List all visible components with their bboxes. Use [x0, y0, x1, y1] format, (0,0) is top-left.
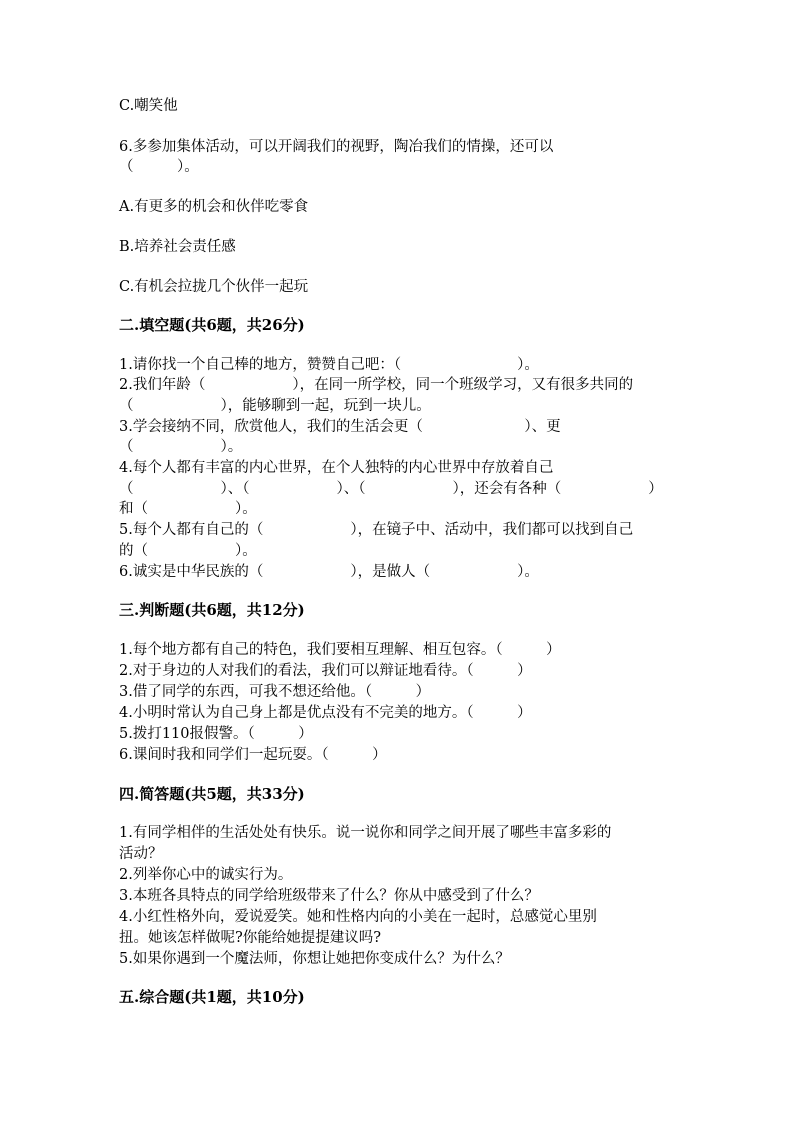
section-heading-judgement: 三.判断题(共6题，共12分): [119, 601, 305, 619]
fill-line: 2.我们年龄（ ），在同一所学校，同一个班级学习，又有很多共同的: [119, 377, 634, 393]
judge-line: 2.对于身边的人对我们的看法，我们可以辩证地看待。（ ）: [119, 663, 532, 679]
fill-line: （ ）、（ ）、（ ），还会有各种（ ）: [119, 481, 663, 497]
answer-line: 4.小红性格外向，爱说爱笑。她和性格内向的小美在一起时，总感觉心里别: [119, 909, 597, 925]
answer-line: 2.列举你心中的诚实行为。: [119, 867, 293, 883]
section-heading-fill-blank: 二.填空题(共6题，共26分): [119, 316, 305, 334]
answer-line: 活动？: [119, 846, 163, 862]
fill-line: （ ）。: [119, 439, 243, 455]
judge-line: 5.拨打110报假警。（ ）: [119, 726, 313, 742]
q5-option-c: C.嘲笑他: [119, 98, 178, 114]
section-heading-comprehensive: 五.综合题(共1题，共10分): [119, 988, 305, 1006]
q6-stem-line-2: （ ）。: [119, 159, 199, 175]
fill-line: 的（ ）。: [119, 543, 257, 559]
fill-line: （ ），能够聊到一起，玩到一块儿。: [119, 398, 431, 414]
fill-line: 4.每个人都有丰富的内心世界，在个人独特的内心世界中存放着自己: [119, 460, 554, 476]
answer-line: 1.有同学相伴的生活处处有快乐。说一说你和同学之间开展了哪些丰富多彩的: [119, 825, 612, 841]
fill-line: 和（ ）。: [119, 501, 257, 517]
answer-line: 扭。她该怎样做呢?你能给她提提建议吗?: [119, 930, 382, 946]
judge-line: 3.借了同学的东西，可我不想还给他。（ ）: [119, 684, 431, 700]
fill-line: 6.诚实是中华民族的（ ），是做人（ ）。: [119, 564, 539, 580]
judge-line: 4.小明时常认为自己身上都是优点没有不完美的地方。（ ）: [119, 705, 532, 721]
fill-line: 3.学会接纳不同，欣赏他人，我们的生活会更（ ）、更: [119, 419, 561, 435]
fill-line: 1.请你找一个自己棒的地方，赞赞自己吧：（ ）。: [119, 357, 539, 373]
answer-line: 3.本班各具特点的同学给班级带来了什么？你从中感受到了什么？: [119, 888, 539, 904]
q6-option-c: C.有机会拉拢几个伙伴一起玩: [119, 279, 309, 295]
judge-line: 1.每个地方都有自己的特色，我们要相互理解、相互包容。（ ）: [119, 642, 561, 658]
judge-line: 6.课间时我和同学们一起玩耍。（ ）: [119, 747, 387, 763]
section-heading-short-answer: 四.简答题(共5题，共33分): [119, 785, 305, 803]
fill-line: 5.每个人都有自己的（ ），在镜子中、活动中，我们都可以找到自己: [119, 522, 634, 538]
q6-option-b: B.培养社会责任感: [119, 239, 236, 255]
q6-stem-line-1: 6.多参加集体活动，可以开阔我们的视野，陶冶我们的情操，还可以: [119, 139, 554, 155]
answer-line: 5.如果你遇到一个魔法师，你想让她把你变成什么？为什么？: [119, 951, 510, 967]
q6-option-a: A.有更多的机会和伙伴吃零食: [119, 199, 309, 215]
